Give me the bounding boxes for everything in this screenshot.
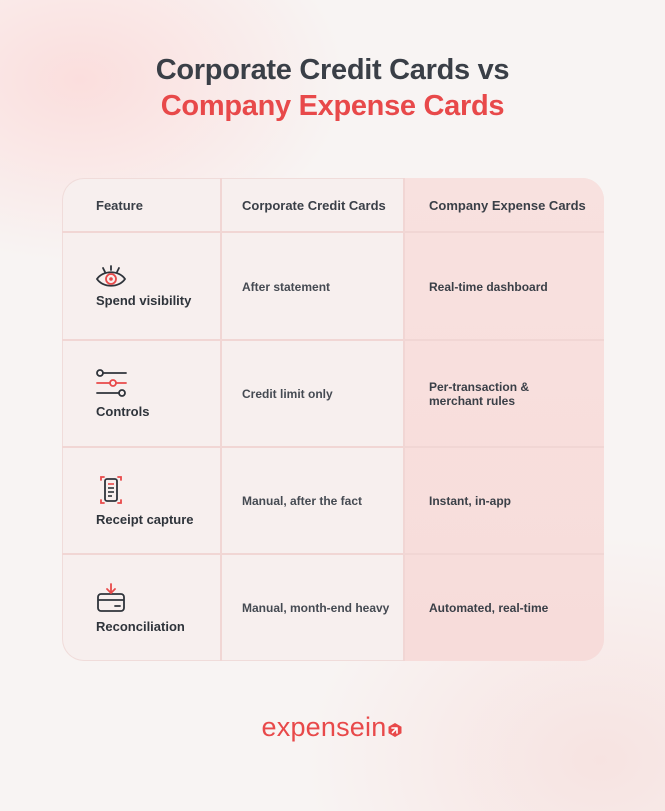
sliders-icon xyxy=(94,367,128,399)
receipt-scan-icon xyxy=(94,474,128,506)
card-download-icon xyxy=(94,582,128,614)
cell-credit-spend-visibility: After statement xyxy=(242,280,331,294)
expense-column-highlight xyxy=(404,178,604,661)
title-line-1: Corporate Credit Cards vs xyxy=(155,54,510,86)
row-divider xyxy=(62,339,604,341)
page-title xyxy=(0,52,665,124)
title-line-2: Company Expense Cards xyxy=(160,90,505,122)
header-company-expense-cards: Company Expense Cards xyxy=(429,198,586,213)
brand-mark-icon xyxy=(387,714,403,730)
cell-expense-receipt-capture: Instant, in-app xyxy=(429,494,511,508)
eye-icon xyxy=(94,262,128,294)
row-feature-reconciliation: Reconciliation xyxy=(96,619,185,634)
header-feature: Feature xyxy=(96,198,143,213)
row-feature-controls: Controls xyxy=(96,404,150,419)
row-divider xyxy=(62,553,604,555)
cell-credit-receipt-capture: Manual, after the fact xyxy=(242,494,363,508)
brand-name: expensein xyxy=(261,712,387,742)
column-divider xyxy=(220,178,222,661)
brand-logo xyxy=(0,712,665,743)
row-divider xyxy=(62,446,604,448)
header-corporate-credit-cards: Corporate Credit Cards xyxy=(242,198,386,213)
row-divider xyxy=(62,231,604,233)
column-divider xyxy=(403,178,405,661)
row-feature-spend-visibility: Spend visibility xyxy=(96,293,192,308)
row-feature-receipt-capture: Receipt capture xyxy=(96,512,194,527)
comparison-table xyxy=(62,178,604,661)
cell-expense-spend-visibility: Real-time dashboard xyxy=(429,280,548,294)
cell-expense-controls: Per-transaction & merchant rules xyxy=(429,380,530,408)
cell-credit-controls: Credit limit only xyxy=(242,387,333,401)
cell-credit-reconciliation: Manual, month-end heavy xyxy=(242,601,390,615)
cell-expense-reconciliation: Automated, real-time xyxy=(429,601,549,615)
